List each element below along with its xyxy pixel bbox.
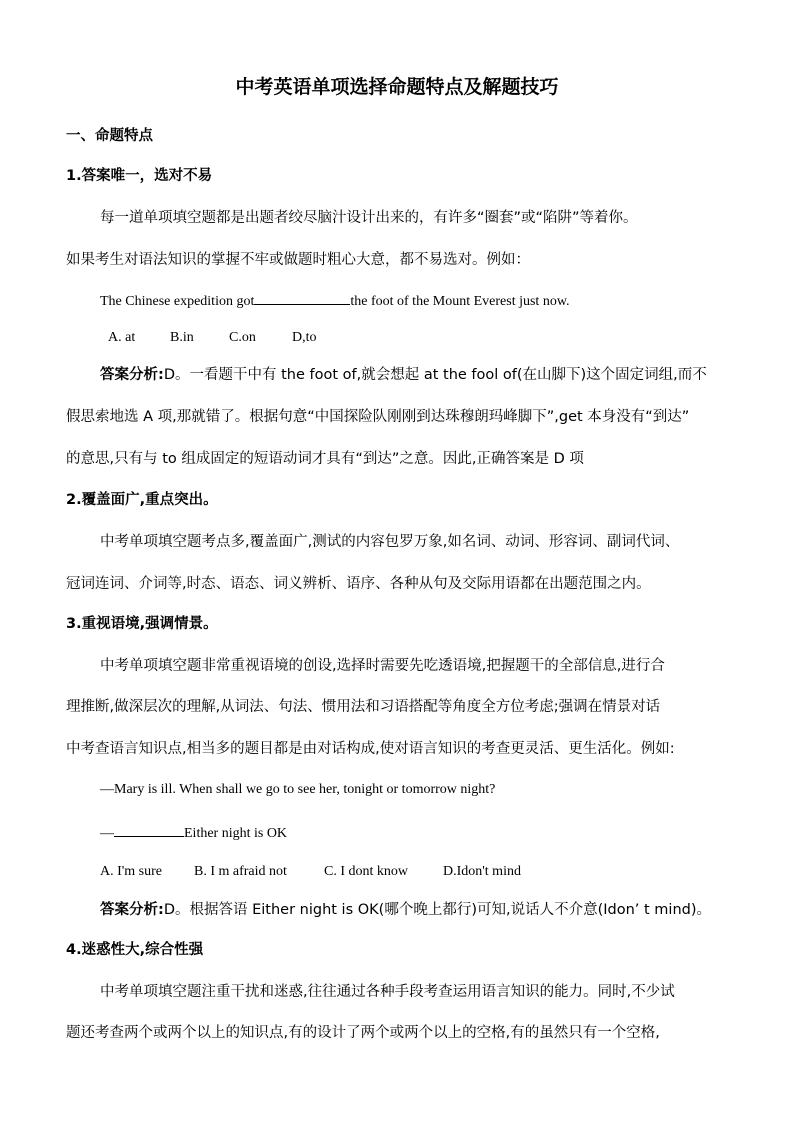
paragraph-3-line-2: 理推断,做深层次的理解,从词法、句法、惯用法和习语搭配等角度全方位考虑;强调在情景对话 [66,699,661,715]
question-2-line-2 [100,822,287,844]
question-1-stem [100,290,570,312]
subheading-2: 2.覆盖面广,重点突出。 [66,492,218,508]
question-2-options [100,862,521,882]
paragraph-3-line-1: 中考单项填空题非常重视语境的创设,选择时需要先吃透语境,把握题干的全部信息,进行合 [100,658,665,674]
answer-blank-2 [114,822,184,837]
answer-analysis-text: D。一看题干中有 the foot of,就会想起 at the fool of(在山脚下)这个固定词组,而不 [163,367,707,383]
question-1-stem-after: the foot of the Mount Everest just now. [350,294,570,309]
answer-analysis-1-line-3: 的意思,只有与 to 组成固定的短语动词才具有“到达”之意。因此,正确答案是 D 项 [66,451,584,467]
paragraph-2-line-1: 中考单项填空题考点多,覆盖面广,测试的内容包罗万象,如名词、动词、形容词、副词代词、 [100,534,680,550]
paragraph-3-line-3: 中考查语言知识点,相当多的题目都是由对话构成,使对语言知识的考查更灵活、更生活化。例如: [66,741,675,757]
answer-analysis-1-line-2: 假思索地选 A 项,那就错了。根据句意“中国探险队刚刚到达珠穆朗玛峰脚下”,get 本身没有“到达” [66,409,690,425]
question-1-options [108,328,317,348]
answer-analysis-label: 答案分析: [100,902,164,918]
answer-analysis-text: D。根据答语 Either night is OK(哪个晚上都行)可知,说话人不介意(Idon’ t mind)。 [163,902,712,918]
question-1-stem-before: The Chinese expedition got [100,294,255,309]
answer-analysis-label: 答案分析: [100,367,164,383]
option-d: D,to [292,330,317,345]
paragraph-4-line-2: 题还考查两个或两个以上的知识点,有的设计了两个或两个以上的空格,有的虽然只有一个空格, [66,1025,660,1041]
subheading-4: 4.迷惑性大,综合性强 [66,942,204,958]
answer-blank [254,290,350,305]
option-d: D.Idon't mind [443,864,521,879]
paragraph-1-line-1: 每一道单项填空题都是出题者绞尽脑汁设计出来的，有许多“圈套”或“陷阱”等着你。 [100,210,638,226]
option-b: B. I m afraid not [194,864,287,879]
dash: — [100,826,114,841]
answer-analysis-1-line-1 [100,365,707,385]
subheading-3: 3.重视语境,强调情景。 [66,616,218,632]
question-2-line-2-after: Either night is OK [184,826,288,841]
section-heading: 一、命题特点 [66,128,153,144]
subheading-1: 1.答案唯一，选对不易 [66,168,213,184]
page-title: 中考英语单项选择命题特点及解题技巧 [235,76,559,98]
option-a: A. I'm sure [100,864,163,879]
paragraph-1-line-2: 如果考生对语法知识的掌握不牢或做题时粗心大意，都不易选对。例如： [66,252,530,268]
option-b: B.in [170,330,194,345]
paragraph-4-line-1: 中考单项填空题注重干扰和迷惑,往往通过各种手段考查运用语言知识的能力。同时,不少试 [100,984,675,1000]
answer-analysis-2 [100,900,711,920]
paragraph-2-line-2: 冠词连词、介词等,时态、语态、词义辨析、语序、各种从句及交际用语都在出题范围之内。 [66,576,651,592]
question-2-line-1: —Mary is ill. When shall we go to see her, tonight or tomorrow night? [100,782,496,797]
option-c: C. I dont know [324,864,408,879]
option-c: C.on [229,330,256,345]
option-a: A. at [108,330,136,345]
